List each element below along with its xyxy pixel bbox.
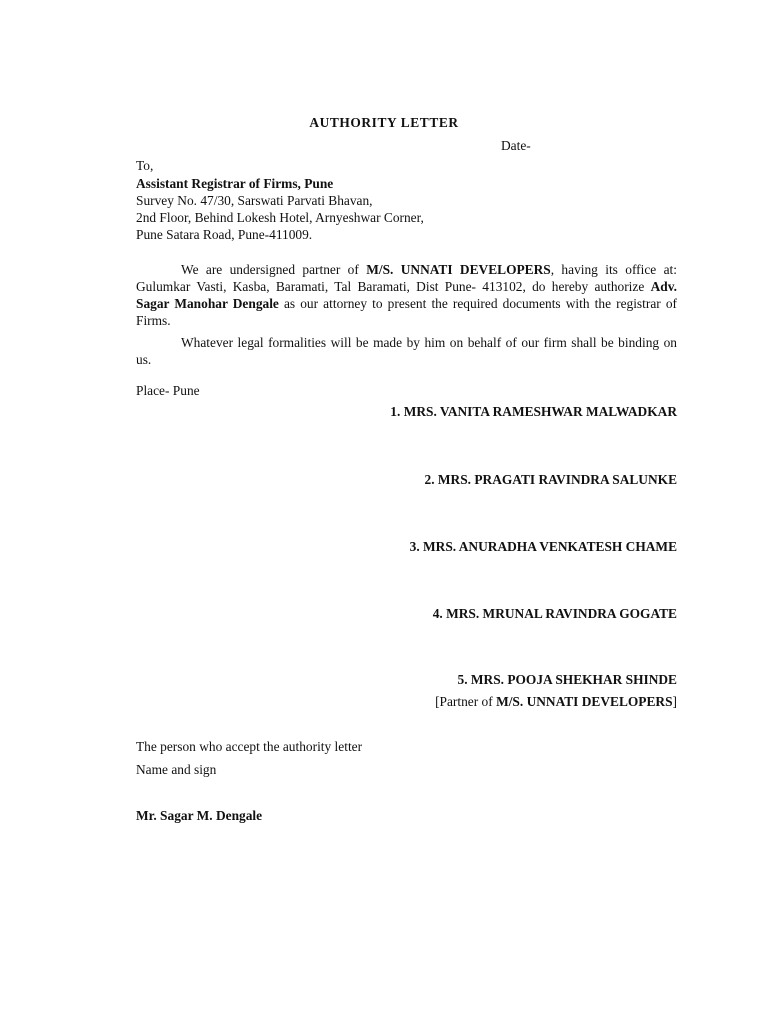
address-line-1: Survey No. 47/30, Sarswati Parvati Bhavan, <box>136 193 373 208</box>
salutation: To, <box>136 158 154 173</box>
address-line-3: Pune Satara Road, Pune-411009. <box>136 227 313 242</box>
recipient-name: Assistant Registrar of Firms, Pune <box>136 176 334 191</box>
partner-note-prefix: [Partner of <box>435 694 497 709</box>
attorney-name: Adv. Sagar Manohar Dengale <box>136 279 677 311</box>
signatory-1: 1. MRS. VANITA RAMESHWAR MALWADKAR <box>390 404 677 419</box>
p2-text: Whatever legal formalities will be made by him on behalf of our firm shall be binding on us. <box>136 335 677 367</box>
p1-text-b: , having its office at: Gulumkar Vasti, Kasba, Baramati, Tal Baramati, Dist Pune- 413102, do hereby authorize <box>136 262 677 294</box>
body-paragraph-1 <box>136 261 677 329</box>
letter-title: AUTHORITY LETTER <box>309 115 459 130</box>
place-line: Place- Pune <box>136 383 200 398</box>
name-sign-line: Name and sign <box>136 762 217 777</box>
p1-text-c: as our attorney to present the required documents with the registrar of Firms. <box>136 296 677 328</box>
signatory-4: 4. MRS. MRUNAL RAVINDRA GOGATE <box>432 606 677 621</box>
date-label: Date- <box>501 138 531 153</box>
address-line-2: 2nd Floor, Behind Lokesh Hotel, Arnyeshwar Corner, <box>136 210 424 225</box>
acceptance-line: The person who accept the authority letter <box>136 739 363 754</box>
signatory-5: 5. MRS. POOJA SHEKHAR SHINDE <box>457 672 677 687</box>
partner-note <box>435 694 677 710</box>
acceptor-name: Mr. Sagar M. Dengale <box>136 808 263 823</box>
p1-text-a: We are undersigned partner of <box>181 262 367 277</box>
signatory-2: 2. MRS. PRAGATI RAVINDRA SALUNKE <box>424 472 677 487</box>
body-paragraph-2 <box>136 334 677 368</box>
partner-note-firm: M/S. UNNATI DEVELOPERS <box>496 694 673 709</box>
firm-name: M/S. UNNATI DEVELOPERS <box>366 262 551 277</box>
signatory-3: 3. MRS. ANURADHA VENKATESH CHAME <box>409 539 677 554</box>
partner-note-suffix: ] <box>672 694 677 709</box>
